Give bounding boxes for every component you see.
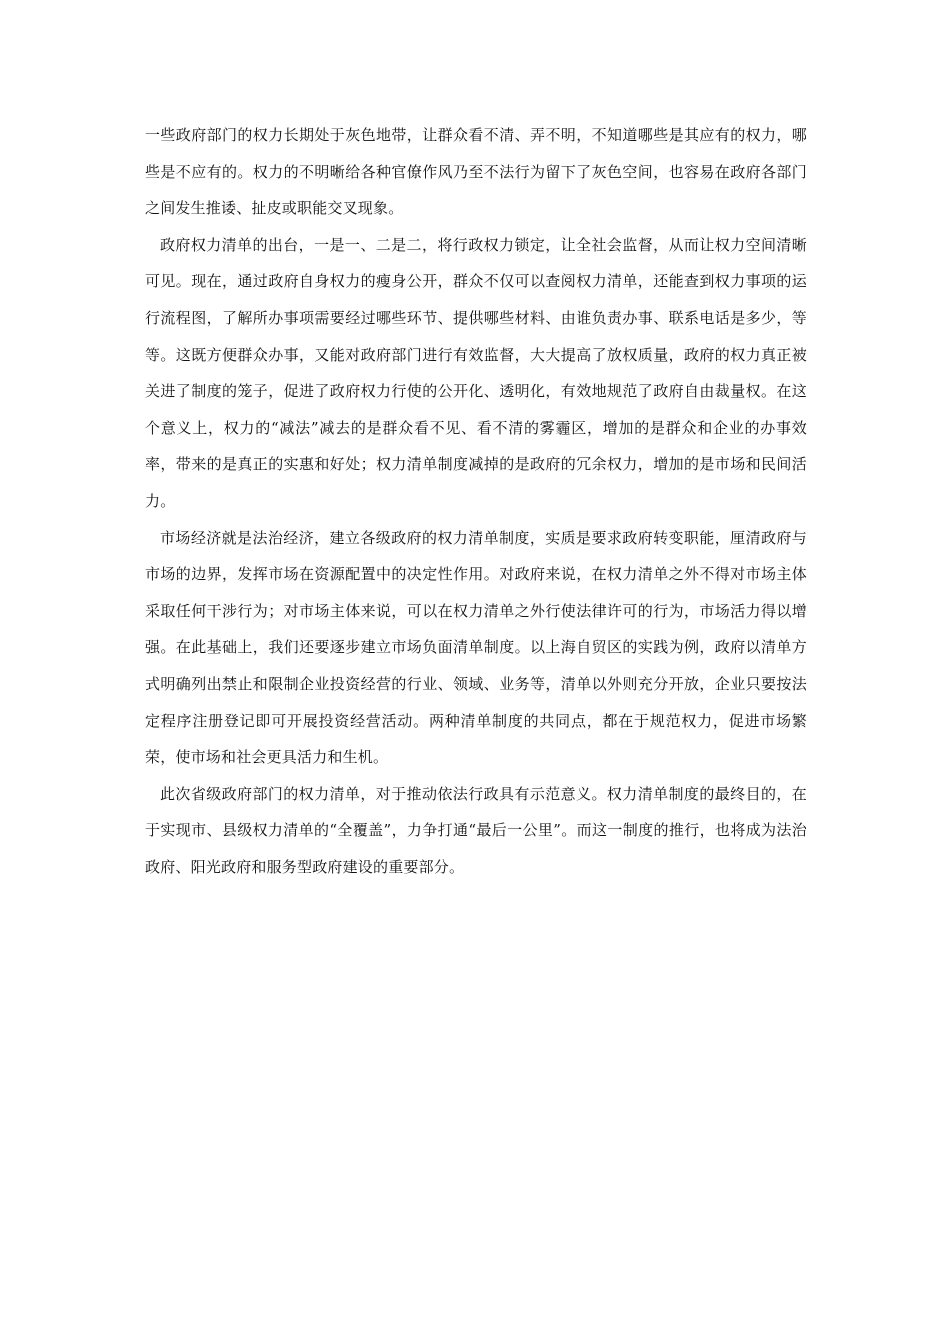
document-page bbox=[145, 117, 807, 885]
paragraph-3: 市场经济就是法治经济，建立各级政府的权力清单制度，实质是要求政府转变职能，厘清政府与市场的边界，发挥市场在资源配置中的决定性作用。对政府来说，在权力清单之外不得对市场主体采取任何干涉行为；对市场主体来说，可以在权力清单之外行使法律许可的行为，市场活力得以增强。在此基础上，我们还要逐步建立市场负面清单制度。以上海自贸区的实践为例，政府以清单方式明确列出禁止和限制企业投资经营的行业、领域、业务等，清单以外则充分开放，企业只要按法定程序注册登记即可开展投资经营活动。两种清单制度的共同点，都在于规范权力，促进市场繁荣，使市场和社会更具活力和生机。 bbox=[145, 528, 807, 767]
paragraph-1: 一些政府部门的权力长期处于灰色地带，让群众看不清、弄不明，不知道哪些是其应有的权力，哪些是不应有的。权力的不明晰给各种官僚作风乃至不法行为留下了灰色空间，也容易在政府各部门之间发生推诿、扯皮或职能交叉现象。 bbox=[145, 126, 807, 218]
paragraph-2: 政府权力清单的出台，一是一、二是二，将行政权力锁定，让全社会监督，从而让权力空间清晰可见。现在，通过政府自身权力的瘦身公开，群众不仅可以查阅权力清单，还能查到权力事项的运行流程图，了解所办事项需要经过哪些环节、提供哪些材料、由谁负责办事、联系电话是多少，等等。这既方便群众办事，又能对政府部门进行有效监督，大大提高了放权质量，政府的权力真正被关进了制度的笼子，促进了政府权力行使的公开化、透明化，有效地规范了政府自由裁量权。在这个意义上，权力的“减法”减去的是群众看不见、看不清的雾霾区，增加的是群众和企业的办事效率，带来的是真正的实惠和好处；权力清单制度减掉的是政府的冗余权力，增加的是市场和民间活力。 bbox=[145, 235, 807, 510]
paragraph-4: 此次省级政府部门的权力清单，对于推动依法行政具有示范意义。权力清单制度的最终目的，在于实现市、县级权力清单的“全覆盖”，力争打通“最后一公里”。而这一制度的推行，也将成为法治政府、阳光政府和服务型政府建设的重要部分。 bbox=[145, 784, 807, 876]
